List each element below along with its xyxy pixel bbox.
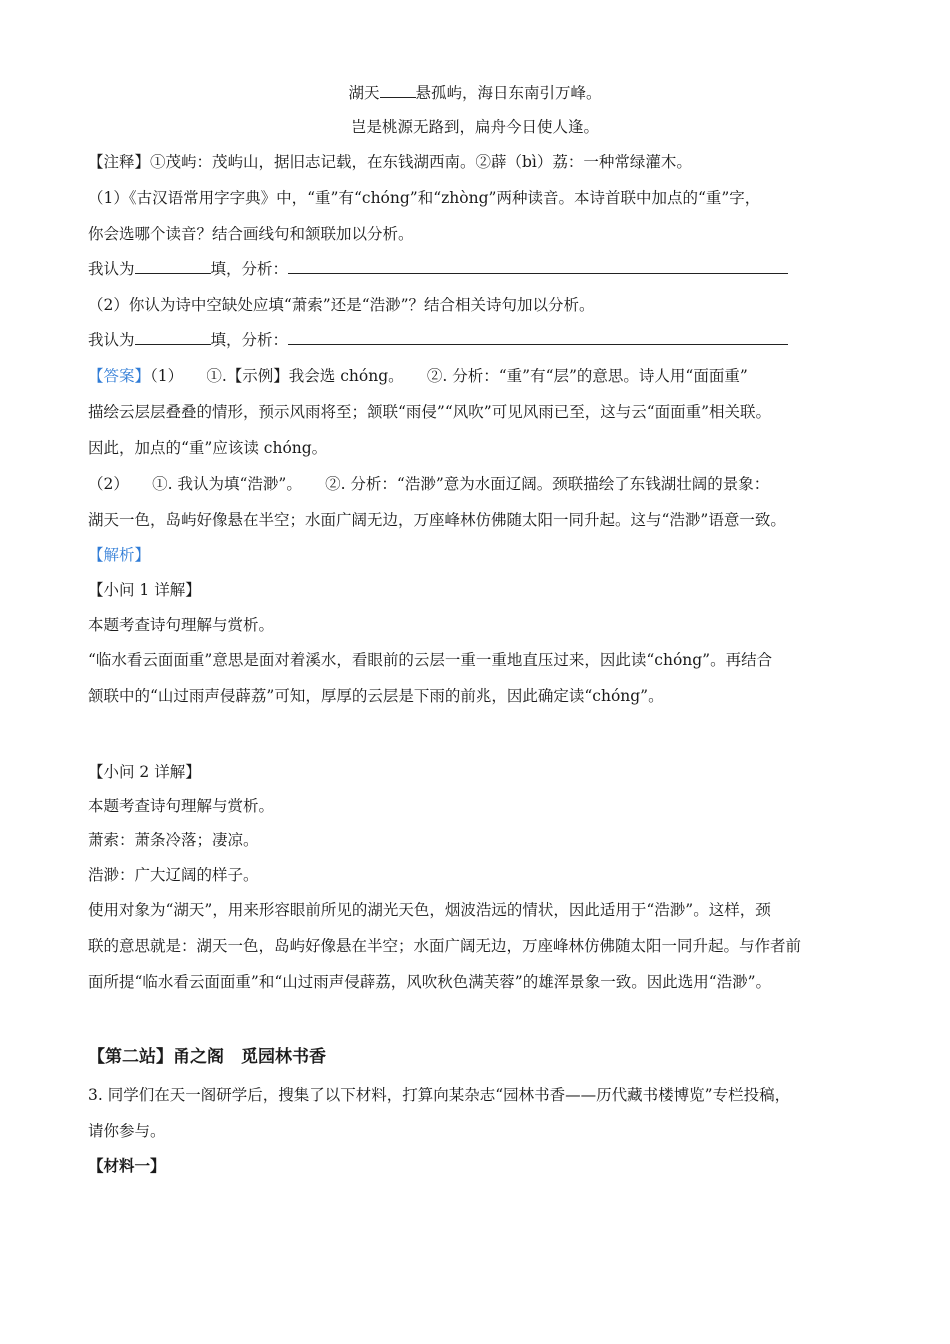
sub2-line-3: 浩渺：广大辽阔的样子。 xyxy=(88,866,259,884)
q1-line-1: （1）《古汉语常用字字典》中，“重”有“chóng”和“zhòng”两种读音。本诗首联中加点的“重”字， xyxy=(88,189,761,207)
answer-text-1: （1） ①.【示例】我会选 chóng。 ②. 分析：“重”有“层”的意思。诗人用“面面重” xyxy=(150,367,748,385)
sub2-title: 【小问 2 详解】 xyxy=(88,763,201,781)
sub2-line-2: 萧索：萧条冷落；凄凉。 xyxy=(88,831,259,849)
q2-fill-middle: 填，分析： xyxy=(210,331,289,349)
annotation-note: 【注释】①茂屿：茂屿山，据旧志记载，在东钱湖西南。②薜（bì）荔：一种常绿灌木。 xyxy=(88,153,692,171)
q2-fill-line xyxy=(88,330,788,350)
q3-line-2: 请你参与。 xyxy=(88,1122,166,1140)
sub2-line-4: 使用对象为“湖天”，用来形容眼前所见的湖光天色，烟波浩远的情状，因此适用于“浩渺”。这样，颈 xyxy=(88,901,771,919)
sub1-line-1: 本题考查诗句理解与赏析。 xyxy=(88,616,275,634)
sub2-line-6: 面所提“临水看云面面重”和“山过雨声侵薜荔，风吹秋色满芙蓉”的雄浑景象一致。因此选用“浩渺”。 xyxy=(88,973,772,991)
q1-fill-prefix: 我认为 xyxy=(88,260,135,278)
sub2-line-1: 本题考查诗句理解与赏析。 xyxy=(88,797,275,815)
sub1-line-3: 颔联中的“山过雨声侵薜荔”可知，厚厚的云层是下雨的前兆，因此确定读“chóng”。 xyxy=(88,687,664,705)
q1-fill-line xyxy=(88,259,788,279)
q1-fill-middle: 填，分析： xyxy=(210,260,289,278)
answer-line-2: 描绘云层层叠叠的情形，预示风雨将至；颔联“雨侵”“风吹”可见风雨已至，这与云“面面重”相关联。 xyxy=(88,403,772,421)
sub2-line-5: 联的意思就是：湖天一色，岛屿好像悬在半空；水面广阔无边，万座峰林仿佛随太阳一同升起。与作者前 xyxy=(88,937,802,955)
q1-analysis-blank xyxy=(288,259,788,274)
answer-line-5: 湖天一色，岛屿好像悬在半空；水面广阔无边，万座峰林仿佛随太阳一同升起。这与“浩渺”语意一致。 xyxy=(88,511,786,529)
poem-line-2: 岂是桃源无路到，扁舟今日使人逢。 xyxy=(350,118,599,136)
poem-line-1-start: 湖天 xyxy=(348,84,380,102)
poem-blank xyxy=(380,83,416,98)
q2-analysis-blank xyxy=(288,330,788,345)
answer-line-4: （2） ①. 我认为填“浩渺”。 ②. 分析：“浩渺”意为水面辽阔。颈联描绘了东钱湖壮阔的景象： xyxy=(88,475,770,493)
poem-line-1 xyxy=(0,83,950,103)
analysis-tag: 【解析】 xyxy=(88,546,151,564)
answer-line-1 xyxy=(88,366,748,386)
q2-answer-blank xyxy=(135,330,211,345)
answer-tag: 【答案】 xyxy=(88,367,151,385)
sub1-line-2: “临水看云面面重”意思是面对着溪水，看眼前的云层一重一重地直压过来，因此读“chóng”。再结合 xyxy=(88,651,773,669)
material-one-label: 【材料一】 xyxy=(88,1156,166,1175)
poem-line-1-end: 悬孤屿，海日东南引万峰。 xyxy=(415,84,602,102)
q1-answer-blank xyxy=(135,259,211,274)
sub1-title: 【小问 1 详解】 xyxy=(88,581,201,599)
q2-fill-prefix: 我认为 xyxy=(88,331,135,349)
section-heading: 【第二站】甬之阁 觅园林书香 xyxy=(88,1047,326,1067)
answer-line-3: 因此，加点的“重”应该读 chóng。 xyxy=(88,439,328,457)
q1-line-2: 你会选哪个读音？结合画线句和颔联加以分析。 xyxy=(88,225,414,243)
q3-line-1: 3. 同学们在天一阁研学后，搜集了以下材料，打算向某杂志“园林书香——历代藏书楼博览”专栏投稿， xyxy=(88,1086,791,1104)
q2-line-1: （2）你认为诗中空缺处应填“萧索”还是“浩渺”？结合相关诗句加以分析。 xyxy=(88,296,595,314)
